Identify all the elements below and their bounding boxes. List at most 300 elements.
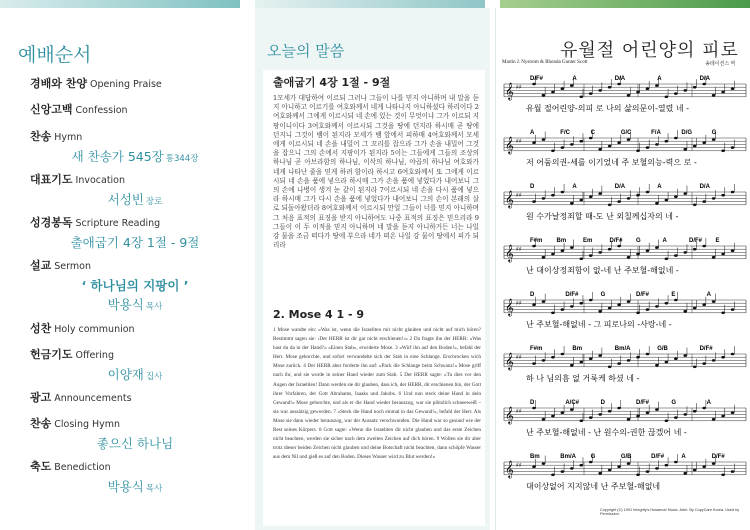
- note-head: [665, 258, 669, 261]
- note-head: [636, 474, 640, 477]
- chord-symbol: D/F#: [609, 238, 623, 244]
- note-head: [683, 192, 687, 195]
- note-head: [542, 138, 546, 141]
- note-head: [532, 466, 536, 469]
- note-head: [532, 200, 536, 203]
- korean-passage: 1모세가 대답하여 이르되 그러나 그들이 나를 믿지 아니하며 내 말을 듣지 아니하고 이르기를 여호와께서 네게 나타나지 아니하셨다 하리이다 2여호와께서 그에게 이르시되 네 손에 있는 것이 무엇이냐 그가 이르되 지팡이니이다 3여호와께서 이르시되 그것을 땅에 던지라 하시매 곧 땅에 던지니 그것이 뱀이 된지라 모세가 뱀 앞에서 피하매 4여호와께서 모세에게 이르시되 네 손을 내밀어 그 꼬리를 잡으라 그가 손을 내밀어 그것을 잡으니 그의 손에서 지팡이가 된지라 5이는 그들에게 그들의 조상의 하나님 곧 아브라함의 하나님, 이삭의 하나님, 야곱의 하나님 여호와가 네게 나타난 줄을 믿게 하려 함이라 하시고 6여호와께서 또 그에게 이르시되 네 손을 품에 넣으라 하시매 그가 손을 품에 넣었다가 내어보니 그의 손에 나병이 생겨 눈 같이 된지라 7이르시되 네 손을 다시 품에 넣으라 하시매 그가 다시 손을 품에 넣었다가 내어보니 그의 손이 본래의 살로 되돌아왔더라 8여호와께서 이르시되 만일 그들이 너를 믿지 아니하며 그 처음 표적의 표징을 받지 아니하여도 나중 표적의 표징은 믿으리라 9그들이 이 두 이적을 믿지 아니하며 네 말을 듣지 아니하거든 너는 나일 강 물을 조금 떠다가 땅에 부으라 네가 떠온 나일 강 물이 땅에서 피가 되리라: [273, 94, 479, 250]
- order-item-closing-hymn: [30, 415, 240, 452]
- chord-symbol: E: [715, 238, 720, 244]
- note-head: [646, 88, 650, 91]
- note-head: [598, 148, 602, 151]
- note-head: [627, 418, 631, 421]
- person-title: 집사: [145, 372, 163, 382]
- note-head: [693, 145, 697, 148]
- chord-symbol: A: [657, 184, 662, 190]
- item-en-label: Invocation: [75, 175, 126, 186]
- note-head: [589, 416, 593, 419]
- lyric-line: 난 대이상정죄함이 없-네 난 주보혈-해없네 -: [526, 266, 679, 275]
- note-head: [646, 146, 650, 149]
- item-ko-label: 축도: [30, 460, 52, 473]
- offering-person: 이양재: [107, 367, 144, 382]
- chord-symbol: Bm/A: [560, 454, 576, 460]
- note-head: [731, 308, 735, 311]
- note-head: [532, 142, 536, 145]
- note-head: [551, 474, 555, 477]
- note-head: [570, 84, 574, 87]
- note-head: [617, 304, 621, 307]
- closing-hymn-title: 좋으신 하나님: [96, 436, 174, 451]
- note-head: [702, 304, 706, 307]
- chord-symbol: A: [572, 76, 577, 82]
- note-head: [532, 362, 536, 365]
- order-item-confession: [30, 101, 240, 117]
- treble-clef: 𝄞: [505, 406, 514, 424]
- note-head: [570, 467, 574, 470]
- invocation-person: 서성빈: [107, 192, 144, 207]
- item-en-label: Hymn: [54, 132, 83, 143]
- note-head: [646, 191, 650, 194]
- lyric-line: 유월 절어린양-의피 로 나의 삶의문이-열렸 네 -: [526, 104, 690, 113]
- chord-symbol: F#m: [530, 238, 543, 244]
- hymn-number: 새 찬송가 545장: [71, 149, 164, 164]
- staff-system: [504, 238, 746, 275]
- note-head: [665, 464, 669, 467]
- note-head: [665, 361, 669, 364]
- note-head: [665, 96, 669, 99]
- note-head: [570, 143, 574, 146]
- note-head: [608, 469, 612, 472]
- song-copyright: Copyright (C) 1991 Integrity's Hosanna! Music. Adm. By CopyCare Korea. Used by Permission.: [600, 508, 740, 516]
- treble-clef: 𝄞: [505, 352, 514, 370]
- note-head: [542, 256, 546, 259]
- chord-symbol: A: [681, 454, 686, 460]
- note-head: [731, 191, 735, 194]
- item-en-label: Benediction: [54, 462, 111, 473]
- note-head: [532, 407, 536, 410]
- note-head: [608, 204, 612, 207]
- german-passage: 1 Mose wandte ein: »Was ist, wenn die Israeliten mir nicht glauben und nicht auf mich hören? Bestimmt sagen sie: ›Der HERR ist dir gar nicht erschienen!‹« 2 Da fragte ihn der HERR: »Was hast du da in der Hand?« »Einen Stab«, erwiderte Mose. 3 »Wirf ihn auf den Boden!«, befahl der Herr. Mose gehorchte, und sofort verwandelte sich der Stab in eine Schlange. Erschrocken wich Mose zurück. 4 Der HERR aber forderte ihn auf: »Pack die Schlange beim Schwanz!« Mose griff nach ihr, und sie wurde in seiner Hand wieder zum Stab. 5 Der HERR sagte: »Tu dies vor den Augen der Israeliten! Dann werden sie dir glauben, dass ich, der HERR, dir erschienen bin, der Gott ihrer Vorfahren, der Gott Abrahams, Isaaks und Jakobs. 6 Und nun steck deine Hand in dein Gewand!« Mose gehorchte, und als er die Hand wieder herauszog, war sie plötzlich schneeweiß – sie war aussätzig geworden. 7 »Steck die Hand noch einmal in das Gewand!«, befahl der Herr. Als Mose sie dann wieder herauszog, war der Aussatz verschwunden. Die Hand war so gesund wie der Rest seines Körpers. 8 Gott sagte: »Wenn die Israeliten dir nicht glauben und das erste Zeichen nicht beachten, werden sie sicher nach dem zweiten Zeichen auf dich hören. 9 Wollen sie dir aber trotz dieser beiden Zeichen nicht glauben und deine Botschaft nicht beachten, dann schöpfe Wasser aus dem Nil und gieß es auf den Boden. Dieses Wasser wird zu Blut werden!«: [273, 327, 482, 461]
- note-head: [561, 250, 565, 253]
- note-head: [589, 137, 593, 140]
- note-head: [551, 150, 555, 153]
- chord-symbol: Bm: [572, 346, 583, 352]
- note-head: [712, 359, 716, 362]
- note-head: [570, 202, 574, 205]
- chord-symbol: Bm/A: [614, 346, 631, 352]
- note-head: [712, 462, 716, 465]
- chord-symbol: Bm: [556, 238, 567, 244]
- note-head: [532, 245, 536, 248]
- staff-system: [504, 184, 746, 221]
- note-head: [683, 413, 687, 416]
- staff-system: [504, 292, 746, 329]
- chord-symbol: G/B: [657, 346, 668, 352]
- item-ko-label: 찬송: [30, 130, 52, 143]
- note-head: [598, 89, 602, 92]
- order-item-invocation: [30, 171, 240, 208]
- note-head: [655, 84, 659, 87]
- note-head: [665, 302, 669, 305]
- note-head: [627, 300, 631, 303]
- note-head: [731, 146, 735, 149]
- chord-symbol: G: [636, 238, 641, 244]
- note-head: [608, 86, 612, 89]
- order-item-scripture-reading: [30, 214, 240, 251]
- note-head: [712, 300, 716, 303]
- note-head: [721, 150, 725, 153]
- treble-clef: 𝄞: [505, 82, 514, 100]
- chord-symbol: A: [572, 184, 577, 190]
- note-head: [636, 312, 640, 315]
- note-head: [636, 91, 640, 94]
- order-item-benediction: [30, 458, 240, 495]
- note-head: [674, 196, 678, 199]
- note-head: [570, 364, 574, 367]
- note-head: [646, 308, 650, 311]
- chord-symbol: D/A: [614, 184, 626, 190]
- note-head: [627, 359, 631, 362]
- note-head: [598, 472, 602, 475]
- chord-symbol: F/A: [651, 130, 661, 136]
- chord-symbol: A: [530, 130, 535, 136]
- note-head: [655, 408, 659, 411]
- order-item-holy-communion: [30, 320, 240, 336]
- note-head: [570, 305, 574, 308]
- chord-symbol: D/F#: [636, 400, 650, 406]
- chord-symbol: D: [530, 292, 535, 298]
- note-head: [712, 94, 716, 97]
- note-head: [683, 89, 687, 92]
- lyric-line: 난 주보혈-해없네 - 난 원수의-권한 끊겠어 네 -: [526, 428, 687, 437]
- note-head: [579, 140, 583, 143]
- note-head: [608, 410, 612, 413]
- person-title: 장로: [145, 197, 163, 207]
- item-ko-label: 대표기도: [30, 173, 73, 186]
- lyric-line: 저 어둠의권-세를 이기었네 주 보혈의능-력으 로 -: [526, 158, 697, 167]
- note-head: [674, 299, 678, 302]
- note-head: [693, 204, 697, 207]
- note-head: [674, 254, 678, 257]
- note-head: [665, 199, 669, 202]
- item-ko-label: 광고: [30, 391, 52, 404]
- note-head: [702, 245, 706, 248]
- note-head: [561, 308, 565, 311]
- note-head: [579, 96, 583, 99]
- note-head: [579, 258, 583, 261]
- chord-symbol: G/B: [620, 454, 632, 460]
- note-head: [731, 412, 735, 415]
- key-signature: ♯♯: [516, 138, 522, 145]
- note-head: [561, 470, 565, 473]
- chord-symbol: A: [662, 238, 667, 244]
- song-title: 유월절 어린양의 피로: [560, 40, 739, 61]
- note-head: [646, 353, 650, 356]
- chord-symbol: G: [590, 454, 596, 460]
- item-en-label: Offering: [75, 350, 114, 361]
- item-en-label: Confession: [75, 105, 128, 116]
- note-head: [683, 472, 687, 475]
- order-item-hymn: [30, 128, 240, 165]
- top-bar-right: [500, 0, 750, 8]
- note-head: [674, 358, 678, 361]
- chord-symbol: D/F#: [565, 292, 579, 298]
- note-head: [551, 194, 555, 197]
- note-head: [712, 418, 716, 421]
- scripture-box: [263, 70, 485, 526]
- note-head: [617, 245, 621, 248]
- note-head: [693, 469, 697, 472]
- note-head: [608, 145, 612, 148]
- item-ko-label: 헌금기도: [30, 348, 73, 361]
- note-head: [598, 413, 602, 416]
- note-head: [561, 88, 565, 91]
- note-head: [598, 192, 602, 195]
- note-head: [721, 194, 725, 197]
- note-head: [674, 416, 678, 419]
- chord-symbol: G: [600, 292, 606, 298]
- top-bar-middle: [255, 0, 485, 8]
- chord-symbol: A: [657, 76, 662, 82]
- chord-symbol: D/F#: [636, 292, 650, 298]
- note-head: [617, 83, 621, 86]
- note-head: [551, 91, 555, 94]
- staff-system: [504, 130, 746, 167]
- note-head: [608, 248, 612, 251]
- note-head: [693, 307, 697, 310]
- note-head: [702, 83, 706, 86]
- preacher-name: 박용식: [107, 297, 144, 312]
- treble-clef: 𝄞: [505, 244, 514, 262]
- chord-symbol: F#m: [530, 346, 543, 352]
- note-head: [617, 142, 621, 145]
- chord-symbol: D/G: [681, 130, 693, 136]
- sheet-music: [500, 70, 750, 510]
- chord-symbol: D/F#: [689, 238, 703, 244]
- note-head: [570, 246, 574, 249]
- item-ko-label: 찬송: [30, 417, 52, 430]
- note-head: [712, 197, 716, 200]
- lyric-line: 대이상없어 지지않네 난 주보혈-해없네: [526, 482, 661, 491]
- note-head: [561, 191, 565, 194]
- note-head: [551, 415, 555, 418]
- order-item-sermon: [30, 257, 240, 313]
- key-signature: ♯♯: [516, 246, 522, 253]
- benediction-person: 박용식: [107, 479, 144, 494]
- note-head: [655, 202, 659, 205]
- note-head: [731, 470, 735, 473]
- chord-symbol: D/A: [699, 76, 710, 82]
- lyric-line: 난 주보혈-해없네 - 그 피로나의 -사랑-네 -: [526, 320, 672, 329]
- note-head: [542, 462, 546, 465]
- person-title: 목사: [145, 484, 163, 494]
- staff-system: [504, 76, 746, 113]
- chord-symbol: Bm: [530, 454, 540, 460]
- chord-symbol: Em: [583, 238, 593, 244]
- note-head: [721, 356, 725, 359]
- note-head: [702, 362, 706, 365]
- note-head: [674, 92, 678, 95]
- note-head: [721, 91, 725, 94]
- hymn-old-number: 통344장: [165, 154, 199, 164]
- key-signature: ♯♯: [516, 84, 522, 91]
- note-head: [532, 304, 536, 307]
- key-signature: ♯♯: [516, 408, 522, 415]
- note-head: [712, 138, 716, 141]
- item-en-label: Scripture Reading: [75, 218, 161, 229]
- note-head: [542, 300, 546, 303]
- item-en-label: Announcements: [54, 393, 132, 404]
- note-head: [702, 142, 706, 145]
- note-head: [731, 88, 735, 91]
- chord-symbol: D/F#: [699, 346, 713, 352]
- chord-symbol: G: [711, 130, 717, 136]
- staff-system: [504, 400, 746, 437]
- note-head: [589, 254, 593, 257]
- note-head: [646, 250, 650, 253]
- item-en-label: Closing Hymn: [54, 419, 121, 430]
- note-head: [721, 474, 725, 477]
- treble-clef: 𝄞: [505, 460, 514, 478]
- item-ko-label: 신앙고백: [30, 103, 73, 116]
- chord-symbol: D/F#: [711, 454, 725, 460]
- note-head: [617, 200, 621, 203]
- note-head: [542, 94, 546, 97]
- note-head: [579, 420, 583, 423]
- chord-symbol: D/A: [614, 76, 626, 82]
- note-head: [542, 197, 546, 200]
- note-head: [721, 253, 725, 256]
- song-sheet-panel: [500, 8, 750, 530]
- note-head: [702, 466, 706, 469]
- note-head: [636, 415, 640, 418]
- note-head: [693, 86, 697, 89]
- note-head: [627, 197, 631, 200]
- note-head: [570, 408, 574, 411]
- lyric-line: 하 나 님의흠 없 거룩케 하셨 네 -: [526, 374, 640, 383]
- note-head: [627, 138, 631, 141]
- note-head: [655, 364, 659, 367]
- chord-symbol: G/C: [620, 130, 632, 136]
- note-head: [683, 354, 687, 357]
- note-head: [589, 92, 593, 95]
- word-title: 오늘의 말씀: [267, 42, 345, 60]
- chord-symbol: D: [530, 184, 535, 190]
- chord-symbol: A: [706, 400, 712, 406]
- item-en-label: Opening Praise: [89, 79, 162, 90]
- note-head: [589, 358, 593, 361]
- note-head: [636, 194, 640, 197]
- note-head: [561, 353, 565, 356]
- note-head: [617, 407, 621, 410]
- song-translator-credit: 송테이션스 역: [705, 62, 736, 67]
- german-scripture-ref: 2. Mose 4 1 - 9: [273, 308, 365, 321]
- note-head: [636, 253, 640, 256]
- note-head: [665, 140, 669, 143]
- note-head: [646, 470, 650, 473]
- treble-clef: 𝄞: [505, 190, 514, 208]
- song-composer-credit: Martin J. Nystrom & Rhonda Gunter Scott: [502, 60, 588, 65]
- chord-symbol: D/A: [699, 184, 710, 190]
- todays-word-panel: [255, 8, 490, 530]
- chord-symbol: D: [530, 400, 535, 406]
- sermon-title: ‘ 하나님의 지팡이 ’: [81, 278, 189, 293]
- note-head: [532, 83, 536, 86]
- note-head: [636, 150, 640, 153]
- top-bar-left: [0, 0, 240, 8]
- note-head: [627, 256, 631, 259]
- order-item-announcements: [30, 389, 240, 405]
- note-head: [551, 356, 555, 359]
- note-head: [655, 246, 659, 249]
- note-head: [721, 312, 725, 315]
- note-head: [598, 310, 602, 313]
- note-head: [551, 312, 555, 315]
- note-head: [721, 415, 725, 418]
- note-head: [608, 307, 612, 310]
- note-head: [579, 302, 583, 305]
- chord-symbol: G: [671, 400, 677, 406]
- scripture-ref: 출애굽기 4장 1절 - 9절: [70, 235, 200, 250]
- note-head: [693, 410, 697, 413]
- item-en-label: Holy communion: [54, 324, 135, 335]
- note-head: [674, 461, 678, 464]
- key-signature: ♯♯: [516, 462, 522, 469]
- order-item-opening-praise: [30, 75, 240, 91]
- treble-clef: 𝄞: [505, 298, 514, 316]
- note-head: [683, 148, 687, 151]
- note-head: [542, 359, 546, 362]
- chord-symbol: A/C#: [565, 400, 580, 406]
- chord-symbol: D/F#: [651, 454, 665, 460]
- treble-clef: 𝄞: [505, 136, 514, 154]
- item-ko-label: 성경봉독: [30, 216, 73, 229]
- chord-symbol: C: [590, 130, 595, 136]
- staff-system: [504, 454, 746, 491]
- lyric-line: 원 수가날정죄할 때-도 난 외칠께십자의 네 -: [526, 212, 679, 221]
- chord-symbol: F/C: [560, 130, 570, 136]
- note-head: [598, 354, 602, 357]
- note-head: [683, 310, 687, 313]
- note-head: [608, 366, 612, 369]
- note-head: [589, 461, 593, 464]
- note-head: [655, 143, 659, 146]
- note-head: [636, 356, 640, 359]
- key-signature: ♯♯: [516, 300, 522, 307]
- note-head: [542, 418, 546, 421]
- order-title: 예배순서: [18, 44, 92, 66]
- note-head: [579, 464, 583, 467]
- note-head: [627, 462, 631, 465]
- chord-symbol: A: [706, 292, 712, 298]
- note-head: [579, 199, 583, 202]
- item-en-label: Sermon: [54, 261, 91, 272]
- note-head: [617, 466, 621, 469]
- note-head: [665, 420, 669, 423]
- chord-symbol: D/F#: [530, 76, 544, 82]
- note-head: [589, 299, 593, 302]
- note-head: [712, 256, 716, 259]
- note-head: [674, 137, 678, 140]
- order-of-worship-panel: [0, 8, 245, 530]
- item-ko-label: 경배와 찬양: [30, 77, 87, 90]
- key-signature: ♯♯: [516, 192, 522, 199]
- order-item-offering: [30, 346, 240, 383]
- chord-symbol: E: [671, 292, 676, 298]
- note-head: [579, 361, 583, 364]
- note-head: [646, 412, 650, 415]
- key-signature: ♯♯: [516, 354, 522, 361]
- note-head: [683, 251, 687, 254]
